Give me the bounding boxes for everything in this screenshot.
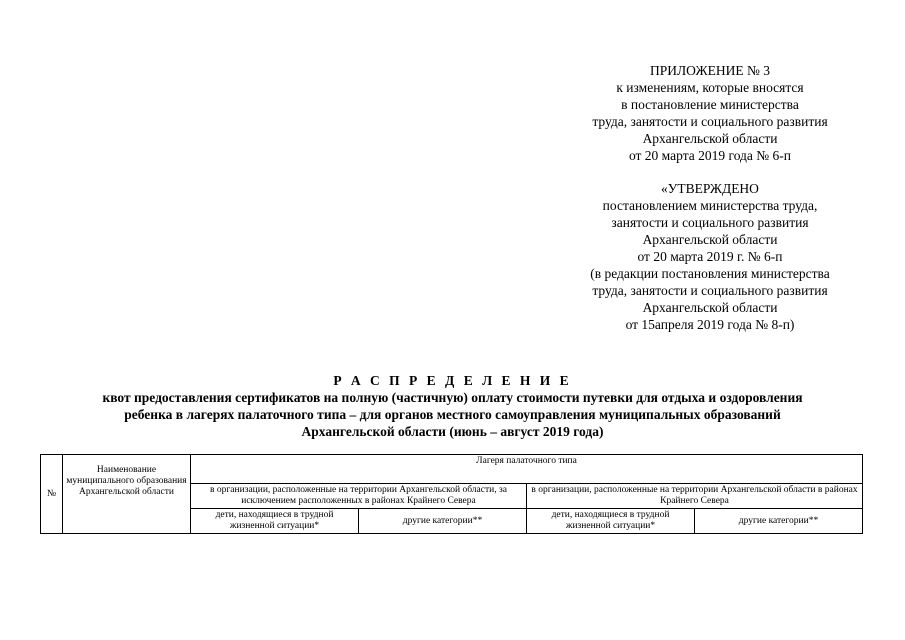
approved-line: Архангельской области: [642, 300, 778, 315]
spacer: [545, 164, 875, 180]
quota-table: [40, 454, 863, 534]
approved-line: «УТВЕРЖДЕНО: [661, 181, 759, 196]
title-line: ребенка в лагерях палаточного типа – для органов местного самоуправления муниципальных образований: [124, 407, 781, 422]
column-header-municipality: Наименование муниципального образования Архангельской области: [63, 455, 191, 534]
approved-line: Архангельской области: [642, 232, 778, 247]
appendix-block: [545, 62, 875, 333]
column-header-other-categories: другие категории**: [359, 509, 527, 534]
column-header-difficult-situation: дети, находящиеся в трудной жизненной ситуации*: [527, 509, 695, 534]
title-heading: Р А С П Р Е Д Е Л Е Н И Е: [333, 373, 572, 388]
approved-line: занятости и социального развития: [611, 215, 809, 230]
appendix-line: к изменениям, которые вносятся: [616, 80, 804, 95]
group-header-far-north: в организации, расположенные на территории Архангельской области в районах Крайнего Севера: [527, 484, 863, 509]
approved-line: (в редакции постановления министерства: [590, 266, 830, 281]
approved-line: постановлением министерства труда,: [602, 198, 818, 213]
approved-line: от 15апреля 2019 года № 8-п): [625, 317, 795, 332]
group-header-non-north: в организации, расположенные на территории Архангельской области, за исключением расположенных в районах Крайнего Севера: [191, 484, 527, 509]
column-header-difficult-situation: дети, находящиеся в трудной жизненной ситуации*: [191, 509, 359, 534]
appendix-line: от 20 марта 2019 года № 6-п: [628, 148, 792, 163]
approved-line: от 20 марта 2019 г. № 6-п: [637, 249, 783, 264]
appendix-line: в постановление министерства: [621, 97, 799, 112]
appendix-line: Архангельской области: [642, 131, 778, 146]
approved-line: труда, занятости и социального развития: [592, 283, 828, 298]
appendix-line: труда, занятости и социального развития: [592, 114, 828, 129]
column-header-number: №: [41, 455, 63, 534]
appendix-line: ПРИЛОЖЕНИЕ № 3: [649, 63, 771, 78]
title-line: квот предоставления сертификатов на полную (частичную) оплату стоимости путевки для отдыха и оздоровления: [102, 390, 803, 405]
column-header-camps: Лагеря палаточного типа: [191, 455, 863, 484]
column-header-other-categories: другие категории**: [695, 509, 863, 534]
title-line: Архангельской области (июнь – август 2019 года): [301, 424, 604, 439]
document-title: [20, 372, 885, 440]
